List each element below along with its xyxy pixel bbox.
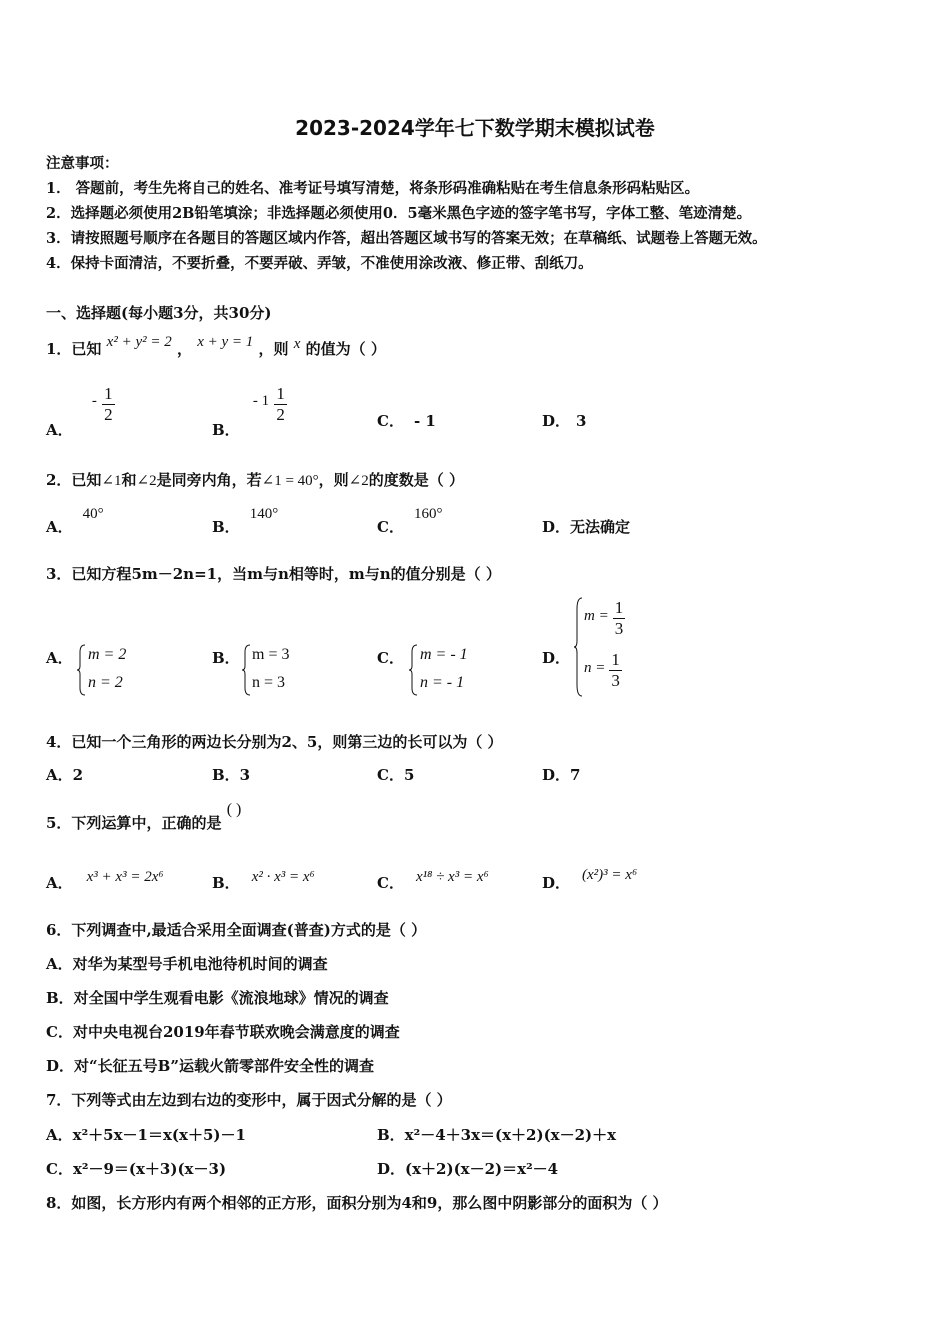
q5-option-b[interactable]: B． x² · x³ = x⁶ [212, 869, 315, 892]
q4-option-a[interactable]: A．2 [46, 766, 84, 784]
q2-option-b[interactable]: B．140° [212, 506, 279, 536]
q2-option-a[interactable]: A．40° [46, 506, 104, 536]
q3-c-line2: n = - 1 [420, 674, 465, 691]
q4-option-d[interactable]: D．7 [542, 766, 581, 784]
question-4: 4．已知一个三角形的两边长分别为2、5，则第三边的长可以为（ ） [46, 733, 503, 751]
q4-option-c[interactable]: C．5 [377, 766, 415, 784]
q3-b-line1: m = 3 [252, 646, 290, 663]
q1-option-b[interactable]: B． - 1 $\frac{1}{2}$ [212, 384, 285, 439]
question-3: 3．已知方程5m－2n=1，当m与n相等时，m与n的值分别是（ ） [46, 565, 501, 583]
q1-var: x [293, 336, 301, 352]
q3-option-c-label[interactable]: C． [377, 649, 404, 667]
q7-option-d[interactable]: D．(x＋2)(x－2)＝x²－4 [377, 1160, 559, 1178]
q1-prefix: 1．已知 [46, 340, 102, 358]
notice-item-4: 4．保持卡面清洁，不要折叠，不要弄破、弄皱，不准使用涂改液、修正带、刮纸刀。 [46, 255, 593, 272]
q5-option-a[interactable]: A． x³ + x³ = 2x⁶ [46, 869, 164, 892]
q3-d-line2: n = $\frac{1}{3}$ [584, 650, 620, 690]
q6-option-d[interactable]: D．对“长征五号B”运载火箭零部件安全性的调查 [46, 1057, 374, 1075]
section-heading: 一、选择题(每小题3分，共30分) [46, 304, 272, 322]
q7-option-c[interactable]: C．x²－9＝(x＋3)(x－3) [46, 1160, 227, 1178]
q1-option-c[interactable]: C． - 1 [377, 412, 436, 430]
q6-option-c[interactable]: C．对中央电视台2019年春节联欢晚会满意度的调查 [46, 1023, 400, 1041]
q3-d-line1: m = $\frac{1}{3}$ [584, 598, 624, 638]
q5-option-d[interactable]: D． (x²)³ = x⁶ [542, 867, 638, 892]
q3-a-brace [76, 644, 86, 696]
notice-item-2: 2．选择题必须使用2B铅笔填涂；非选择题必须使用0．5毫米黑色字迹的签字笔书写，字体工整、笔迹清楚。 [46, 205, 752, 222]
q1-option-a[interactable]: A． - $\frac{1}{2}$ [46, 384, 113, 439]
q6-option-b[interactable]: B．对全国中学生观看电影《流浪地球》情况的调查 [46, 989, 389, 1007]
notice-item-1: 1． 答题前，考生先将自己的姓名、准考证号填写清楚，将条形码准确粘贴在考生信息条形码粘贴区。 [46, 180, 700, 197]
q1-eq2: x + y = 1 [197, 334, 254, 350]
q2-option-c[interactable]: C．160° [377, 506, 443, 536]
question-7: 7．下列等式由左边到右边的变形中，属于因式分解的是（ ） [46, 1091, 452, 1109]
q7-option-b[interactable]: B．x²－4＋3x＝(x＋2)(x－2)＋x [377, 1126, 617, 1144]
q3-d-fraction-2: $\frac{1}{3}$ [611, 650, 620, 690]
q2-option-d[interactable]: D．无法确定 [542, 518, 631, 536]
q3-option-d-label[interactable]: D． [542, 649, 571, 667]
q3-a-line2: n = 2 [88, 674, 123, 691]
q1-b-fraction: $\frac{1}{2}$ [276, 384, 285, 424]
q1-option-d[interactable]: D． 3 [542, 412, 587, 430]
q3-d-brace [573, 597, 583, 697]
q3-option-a-label[interactable]: A． [46, 649, 73, 667]
question-1 [46, 334, 386, 359]
q1-sep: ， [176, 340, 192, 358]
q3-option-b-label[interactable]: B． [212, 649, 240, 667]
q6-option-a[interactable]: A．对华为某型号手机电池待机时间的调查 [46, 955, 328, 973]
q7-option-a[interactable]: A．x²＋5x－1＝x(x＋5)－1 [46, 1126, 246, 1144]
q4-option-b[interactable]: B．3 [212, 766, 251, 784]
page-title: 2023-2024学年七下数学期末模拟试卷 [295, 116, 655, 140]
question-6: 6．下列调查中,最适合采用全面调查(普查)方式的是（ ） [46, 921, 427, 939]
question-5: 5．下列运算中，正确的是 ( ) [46, 801, 242, 832]
q3-b-line2: n = 3 [252, 674, 286, 691]
q5-paren: ( ) [226, 801, 242, 818]
q3-b-brace [241, 644, 251, 696]
q3-a-line1: m = 2 [88, 646, 127, 663]
question-2: 2．已知∠1和∠2是同旁内角，若∠1 = 40°，则∠2的度数是（ ） [46, 471, 464, 489]
question-8: 8．如图，长方形内有两个相邻的正方形，面积分别为4和9，那么图中阴影部分的面积为（ ） [46, 1194, 668, 1212]
q3-c-brace [408, 644, 418, 696]
q1-mid: ，则 [258, 340, 289, 358]
q3-c-line1: m = - 1 [420, 646, 468, 663]
q1-eq1: x² + y² = 2 [106, 334, 172, 350]
q5-option-c[interactable]: C． x¹⁸ ÷ x³ = x⁶ [377, 869, 489, 892]
q3-d-fraction-1: $\frac{1}{3}$ [614, 598, 624, 638]
q1-a-fraction: $\frac{1}{2}$ [104, 384, 113, 424]
notice-heading: 注意事项： [46, 155, 119, 172]
notice-item-3: 3．请按照题号顺序在各题目的答题区域内作答，超出答题区域书写的答案无效；在草稿纸、试题卷上答题无效。 [46, 230, 767, 247]
q1-suffix: 的值为（ ） [305, 340, 386, 358]
